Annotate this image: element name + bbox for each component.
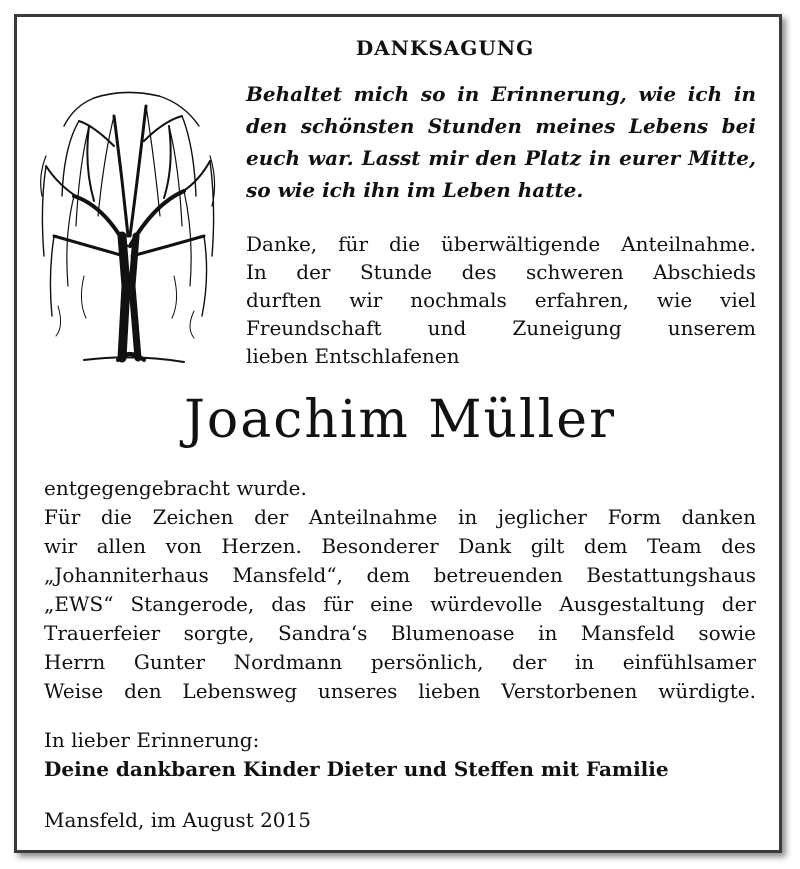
body-line: Für die Zeichen der Anteilnahme in jeglicher Form danken	[44, 505, 756, 529]
body-line: Weise den Lebensweg unseres lieben Verstorbenen würdigte.	[44, 679, 756, 703]
body-line: entgegengebracht wurde.	[44, 476, 307, 500]
weeping-willow-tree-icon	[34, 86, 218, 372]
body-line: wir allen von Herzen. Besonderer Dank gilt dem Team des	[44, 534, 756, 558]
deceased-name: Joachim Müller	[184, 390, 616, 450]
thanks-line: lieben Entschlafenen	[246, 344, 460, 368]
thanks-line: In der Stunde des schweren Abschieds	[246, 260, 756, 284]
quote-line: so wie ich ihn im Leben hatte.	[246, 178, 584, 202]
body-line: Herrn Gunter Nordmann persönlich, der in einfühlsamer	[44, 650, 756, 674]
quote-line: Behaltet mich so in Erinnerung, wie ich in	[246, 82, 756, 106]
body-line: „EWS“ Stangerode, das für eine würdevolle Ausgestaltung der	[44, 592, 756, 616]
thanks-line: Freundschaft und Zuneigung unserem	[246, 316, 756, 340]
quote-line: den schönsten Stunden meines Lebens bei	[246, 114, 756, 138]
notice-title: DANKSAGUNG	[355, 36, 535, 60]
thanks-paragraph	[246, 230, 756, 370]
body-paragraph	[44, 474, 756, 706]
quote-line: euch war. Lasst mir den Platz in eurer Mitte,	[246, 146, 756, 170]
thanks-line: Danke, für die überwältigende Anteilnahme.	[246, 232, 756, 256]
body-line: „Johanniterhaus Mansfeld“, dem betreuenden Bestattungshaus	[44, 563, 756, 587]
closing-phrase: In lieber Erinnerung:	[44, 728, 260, 752]
body-line: Trauerfeier sorgte, Sandra‘s Blumenoase in Mansfeld sowie	[44, 621, 756, 645]
place-date: Mansfeld, im August 2015	[44, 808, 311, 832]
quote-block	[246, 78, 756, 206]
signers: Deine dankbaren Kinder Dieter und Steffen mit Familie	[44, 757, 669, 781]
thanks-line: durften wir nochmals erfahren, wie viel	[246, 288, 756, 312]
